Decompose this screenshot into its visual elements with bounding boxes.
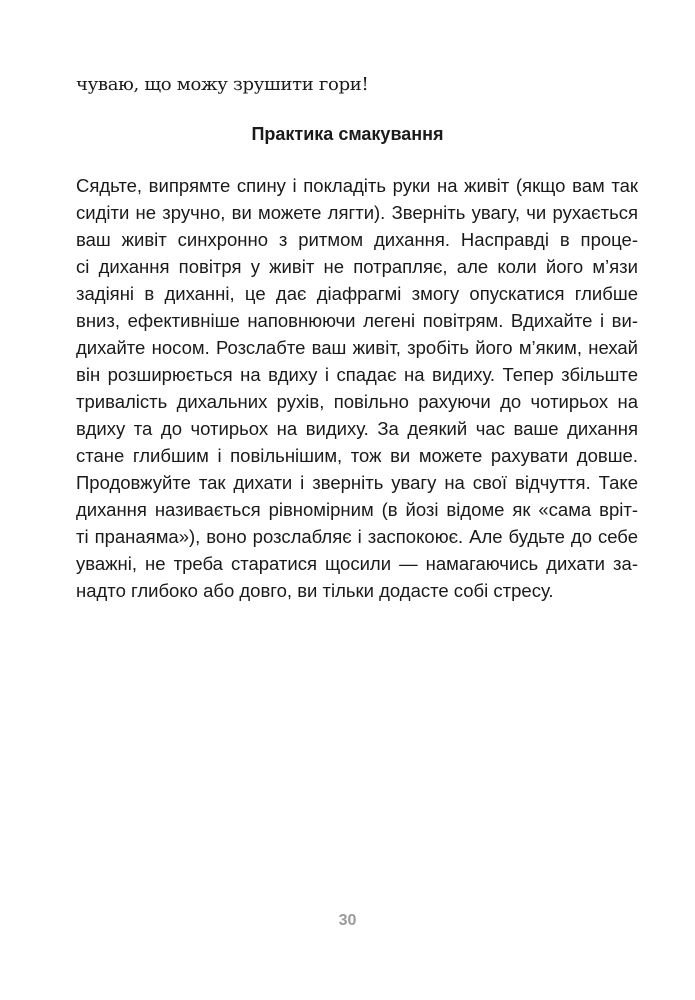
paragraph-line: ті пранаяма»), воно розслабляє і заспокоює. Але будьте до себе (76, 526, 638, 547)
previous-paragraph-end: чуваю, що можу зрушити гори! (76, 74, 369, 95)
paragraph-line: дихайте носом. Розслабте ваш живіт, зробіть його м’яким, нехай (76, 337, 638, 358)
paragraph-line: надто глибоко або довго, ви тільки додасте собі стресу. (76, 580, 554, 601)
paragraph-line: він розширюється на вдиху і спадає на видиху. Тепер збільште (76, 364, 638, 385)
paragraph-line: дихання називається рівномірним (в йозі відоме як «сама вріт- (76, 499, 638, 520)
paragraph-line: вдиху та до чотирьох на видиху. За деякий час ваше дихання (76, 418, 638, 439)
paragraph-line: сі дихання повітря у живіт не потрапляє, але коли його м’язи (76, 256, 638, 277)
paragraph-line: стане глибшим і повільнішим, тож ви можете рахувати довше. (76, 445, 638, 466)
page-number: 30 (338, 912, 357, 929)
section-title: Практика смакування (251, 124, 444, 144)
paragraph-line: тривалість дихальних рухів, повільно рахуючи до чотирьох на (76, 391, 638, 412)
paragraph-line: Продовжуйте так дихати і зверніть увагу на свої відчуття. Таке (76, 472, 638, 493)
paragraph-line: ваш живіт синхронно з ритмом дихання. Насправді в проце- (76, 229, 638, 250)
paragraph-line: уважні, не треба старатися щосили — намагаючись дихати за- (76, 553, 638, 574)
paragraph-line: вниз, ефективніше наповнюючи легені повітрям. Вдихайте і ви- (76, 310, 638, 331)
body-paragraph (76, 172, 638, 604)
paragraph-line: Сядьте, випрямте спину і покладіть руки на живіт (якщо вам так (76, 175, 638, 196)
paragraph-line: сидіти не зручно, ви можете лягти). Зверніть увагу, чи рухається (76, 202, 638, 223)
paragraph-line: задіяні в диханні, це дає діафрагмі змогу опускатися глибше (76, 283, 638, 304)
